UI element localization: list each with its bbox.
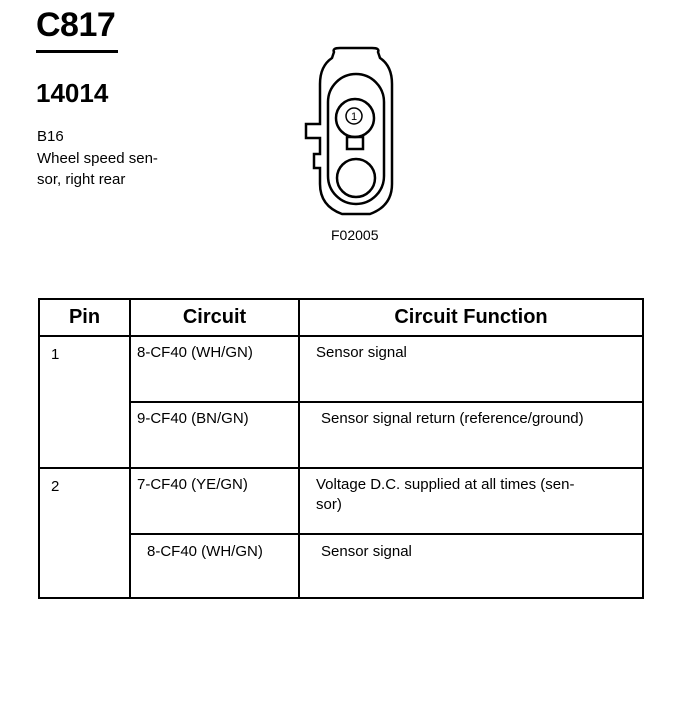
table-divider bbox=[129, 300, 131, 597]
component-code: B16 bbox=[37, 128, 64, 145]
pin-circuit-table bbox=[38, 298, 644, 599]
table-divider bbox=[40, 335, 642, 337]
connector-face-diagram bbox=[296, 44, 416, 224]
table-divider bbox=[298, 300, 300, 597]
component-description: Wheel speed sen- sor, right rear bbox=[37, 150, 158, 188]
table-cell-function: Sensor signal bbox=[316, 344, 407, 361]
pin-1-key bbox=[347, 137, 363, 149]
table-cell-pin: 2 bbox=[51, 478, 60, 495]
pin-1-label: 1 bbox=[350, 111, 358, 123]
table-cell-circuit: 8-CF40 (WH/GN) bbox=[147, 543, 263, 560]
connector-id: C817 bbox=[36, 6, 116, 44]
table-cell-function: Voltage D.C. supplied at all times (sen- sor) bbox=[316, 476, 575, 513]
connector-inner-cavity bbox=[328, 74, 384, 204]
table-cell-pin: 1 bbox=[51, 346, 60, 363]
header-circuit-function: Circuit Function bbox=[394, 306, 548, 328]
connector-housing bbox=[306, 48, 392, 214]
title-underline bbox=[36, 50, 118, 53]
table-cell-function: Sensor signal return (reference/ground) bbox=[321, 410, 584, 427]
part-number: 14014 bbox=[36, 78, 109, 108]
table-divider bbox=[129, 401, 642, 403]
header-pin: Pin bbox=[68, 306, 101, 328]
table-cell-function: Sensor signal bbox=[321, 543, 412, 560]
table-divider bbox=[40, 467, 642, 469]
header-circuit: Circuit bbox=[182, 306, 247, 328]
table-cell-circuit: 9-CF40 (BN/GN) bbox=[137, 410, 249, 427]
pin-2-terminal bbox=[337, 159, 375, 197]
table-cell-circuit: 7-CF40 (YE/GN) bbox=[137, 476, 248, 493]
table-cell-circuit: 8-CF40 (WH/GN) bbox=[137, 344, 253, 361]
table-divider bbox=[129, 533, 642, 535]
figure-code: F02005 bbox=[331, 227, 379, 243]
